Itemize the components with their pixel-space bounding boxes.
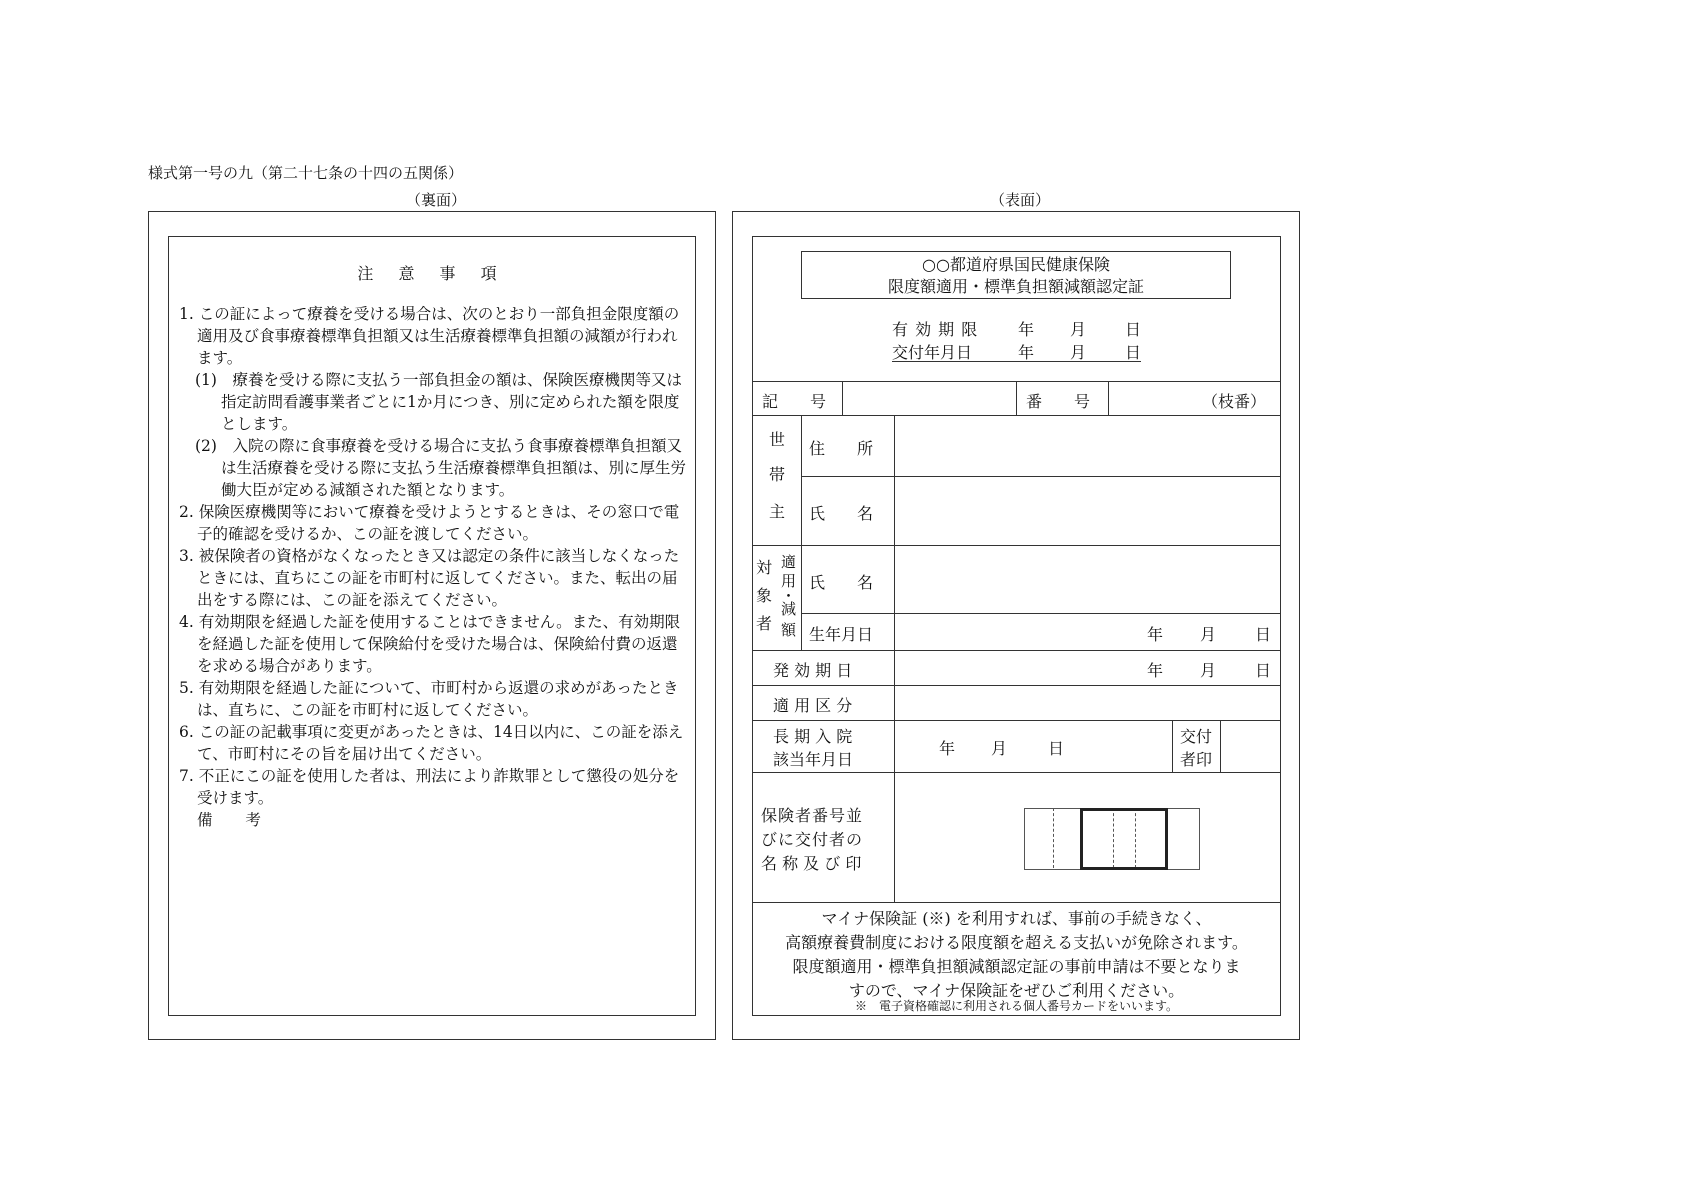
rule <box>894 415 895 772</box>
rule <box>801 613 1280 614</box>
number-label: 番 号 <box>1026 392 1091 411</box>
issue-year: 年 <box>1018 343 1035 362</box>
validity-year: 年 <box>1018 320 1035 339</box>
back-side-label: （裏面） <box>406 191 467 209</box>
notice-list <box>179 303 687 831</box>
footer-line-2: 高額療養費制度における限度額を超える支払いが免除されます。 <box>785 933 1248 952</box>
long-stay-day: 日 <box>1048 739 1065 758</box>
long-stay-label-line1: 長 期 入 院 <box>773 727 853 746</box>
notice-item-1: 1. この証によって療養を受ける場合は、次のとおり一部負担金限度額の適用及び食事療養標準負担額又は生活療養標準負担額の減額が行われます。 <box>179 305 680 367</box>
subject-name-label: 氏 名 <box>809 573 874 592</box>
insurer-label-line2: びに交付者の <box>761 830 864 849</box>
rule <box>801 476 1280 477</box>
effective-year: 年 <box>1147 661 1164 680</box>
long-stay-label-line2: 該当年月日 <box>773 750 854 769</box>
footer-line-3: 限度額適用・標準負担額減額認定証の事前申請は不要となりま <box>792 957 1241 976</box>
issue-date-underline <box>892 361 1141 362</box>
certificate-title-line1: ○○都道府県国民健康保険 <box>922 255 1110 274</box>
category-label: 適 用 区 分 <box>773 696 853 715</box>
rule <box>753 415 1280 416</box>
rule <box>753 772 1280 773</box>
birth-year: 年 <box>1147 625 1164 644</box>
long-stay-year: 年 <box>939 739 956 758</box>
birth-day: 日 <box>1255 625 1272 644</box>
footnote: ※ 電子資格確認に利用される個人番号カードをいいます。 <box>854 999 1179 1013</box>
rule <box>1220 720 1221 772</box>
householder-char-1: 世 <box>769 430 786 449</box>
reduction-char-1: 適 <box>781 553 797 571</box>
effective-day: 日 <box>1255 661 1272 680</box>
notice-item-4: 4. 有効期限を経過した証を使用することはできません。また、有効期限を経過した証を使用して保険給付を受けた場合は、保険給付費の返還を求める場合があります。 <box>179 613 681 675</box>
birth-month: 月 <box>1200 625 1217 644</box>
rule <box>1172 720 1173 772</box>
symbol-label: 記 号 <box>762 392 827 411</box>
notice-panel <box>168 236 696 1016</box>
front-card <box>732 211 1300 1040</box>
long-stay-month: 月 <box>991 739 1008 758</box>
validity-label: 有 効 期 限 <box>892 320 979 339</box>
subject-char-1: 対 <box>756 558 773 577</box>
householder-char-3: 主 <box>769 502 786 521</box>
remarks-label: 備 考 <box>197 811 275 829</box>
notice-item-7: 7. 不正にこの証を使用した者は、刑法により詐欺罪として懲役の処分を受けます。 <box>179 767 680 807</box>
footer-line-1: マイナ保険証 (※) を利用すれば、事前の手続きなく、 <box>821 909 1212 928</box>
householder-char-2: 帯 <box>769 465 786 484</box>
issue-date-label: 交付年月日 <box>892 343 973 362</box>
rule <box>753 720 1280 721</box>
certificate-panel <box>752 236 1281 1016</box>
householder-name-label: 氏 名 <box>809 504 874 523</box>
validity-month: 月 <box>1070 320 1087 339</box>
reduction-char-5: 額 <box>781 621 797 639</box>
issue-month: 月 <box>1070 343 1087 362</box>
subject-char-2: 象 <box>756 586 773 605</box>
notice-item-2: 2. 保険医療機関等において療養を受けようとするときは、その窓口で電子的確認を受けるか、この証を渡してください。 <box>179 503 680 543</box>
subject-char-3: 者 <box>756 614 773 633</box>
rule <box>842 381 843 415</box>
effective-date-label: 発 効 期 日 <box>773 661 853 680</box>
notice-title: 注 意 事 項 <box>357 264 507 283</box>
notice-subitem-1: (1) 療養を受ける際に支払う一部負担金の額は、保険医療機関等又は指定訪問看護事業者ごとに1か月につき、別に定められた額を限度とします。 <box>195 371 682 433</box>
notice-item-6: 6. この証の記載事項に変更があったときは、14日以内に、この証を添えて、市町村にその旨を届け出てください。 <box>179 723 684 763</box>
issuer-seal-label-line2: 者印 <box>1180 750 1213 769</box>
form-id: 様式第一号の九（第二十七条の十四の五関係） <box>148 164 464 182</box>
insurer-number-divider <box>1053 808 1054 868</box>
rule <box>1108 381 1109 415</box>
insurer-label-line3: 名 称 及 び 印 <box>761 854 862 873</box>
footer-line-4: すので、マイナ保険証をぜひご利用ください。 <box>848 981 1185 1000</box>
householder-address-label: 住 所 <box>809 439 874 458</box>
rule <box>1016 381 1017 415</box>
branch-number-label: （枝番） <box>1202 392 1267 411</box>
certificate-title-line2: 限度額適用・標準負担額減額認定証 <box>887 277 1144 296</box>
birth-date-label: 生年月日 <box>809 625 874 644</box>
reduction-char-2: 用 <box>781 572 797 590</box>
insurer-label-line1: 保険者番号並 <box>761 806 864 825</box>
effective-month: 月 <box>1200 661 1217 680</box>
rule <box>753 545 1280 546</box>
rule <box>801 415 802 650</box>
rule <box>753 650 1280 651</box>
rule <box>894 772 895 902</box>
notice-subitem-2: (2) 入院の際に食事療養を受ける場合に支払う食事療養標準負担額又は生活療養を受ける際に支払う生活療養標準負担額は、別に厚生労働大臣が定める減額された額となります。 <box>195 437 687 499</box>
issuer-seal-box <box>1080 808 1168 870</box>
certificate-title-box <box>801 251 1231 299</box>
notice-item-5: 5. 有効期限を経過した証について、市町村から返還の求めがあったときは、直ちに、この証を市町村に返してください。 <box>179 679 679 719</box>
issuer-seal-label-line1: 交付 <box>1180 727 1213 746</box>
back-card <box>148 211 716 1040</box>
front-side-label: （表面） <box>990 191 1051 209</box>
notice-item-3: 3. 被保険者の資格がなくなったとき又は認定の条件に該当しなくなったときには、直ちにこの証を市町村に返してください。また、転出の届出をする際には、この証を添えてください。 <box>179 547 680 609</box>
footer-message <box>753 907 1280 1003</box>
reduction-char-4: 減 <box>781 600 797 618</box>
validity-day: 日 <box>1125 320 1142 339</box>
rule <box>753 902 1280 903</box>
issue-day: 日 <box>1125 343 1142 362</box>
reduction-char-3: ・ <box>781 587 797 605</box>
rule <box>753 685 1280 686</box>
